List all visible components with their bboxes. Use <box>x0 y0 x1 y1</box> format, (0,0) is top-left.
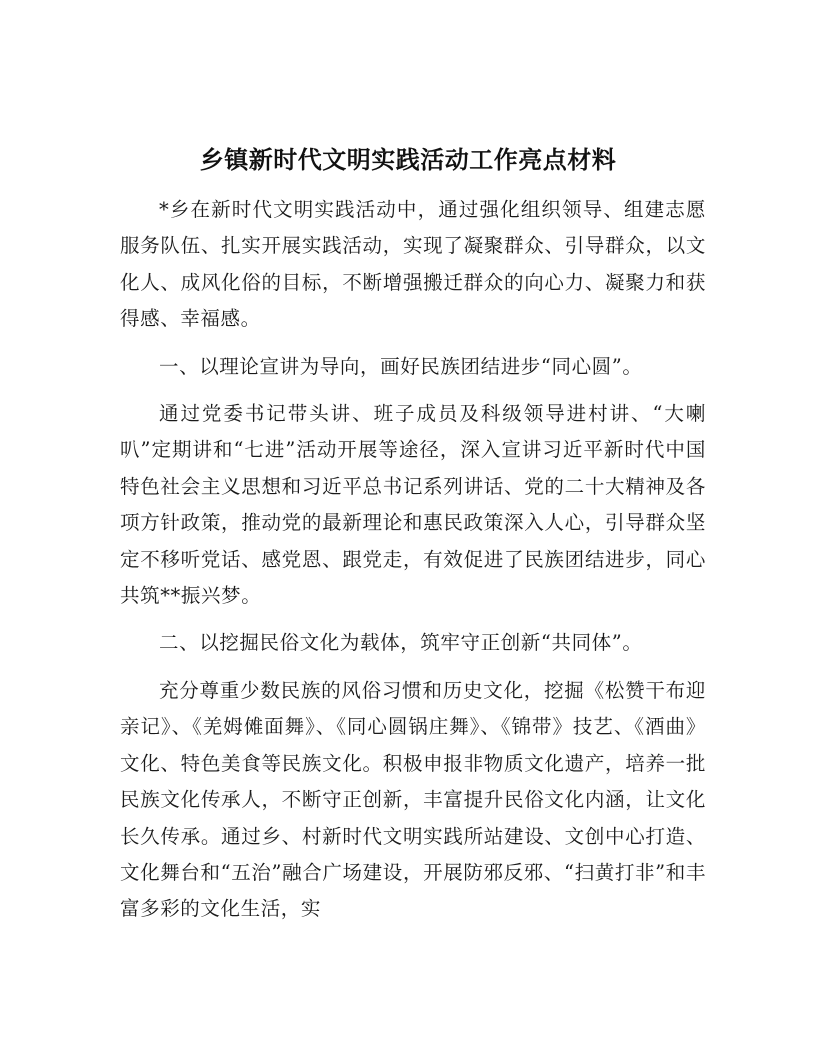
section-1-paragraph: 通过党委书记带头讲、班子成员及科级领导进村讲、“大喇叭”定期讲和“七进”活动开展等途径，深入宣讲习近平新时代中国特色社会主义思想和习近平总书记系列讲话、党的二十大精神及各项方针政策，推动党的最新理论和惠民政策深入人心，引导群众坚定不移听党话、感党恩、跟党走，有效促进了民族团结进步，同心共筑**振兴梦。 <box>120 402 706 608</box>
section-2-paragraph: 充分尊重少数民族的风俗习惯和历史文化，挖掘《松赞干布迎亲记》、《羌姆傩面舞》、《同心圆锅庄舞》、《锦带》技艺、《酒曲》文化、特色美食等民族文化。积极申报非物质文化遗产，培养一批民族文化传承人，不断守正创新，丰富提升民俗文化内涵，让文化长久传承。通过乡、村新时代文明实践所站建设、文创中心打造、文化舞台和“五治”融合广场建设，开展防邪反邪、“扫黄打非”和丰富多彩的文化生活，实 <box>120 678 706 921</box>
document-body <box>120 192 706 939</box>
document-title: 乡镇新时代文明实践活动工作亮点材料 <box>199 146 617 174</box>
section-heading-2: 二、以挖掘民俗文化为载体，筑牢守正创新“共同体”。 <box>159 631 643 655</box>
intro-paragraph: *乡在新时代文明实践活动中，通过强化组织领导、组建志愿服务队伍、扎实开展实践活动，实现了凝聚群众、引导群众，以文化人、成风化俗的目标，不断增强搬迁群众的向心力、凝聚力和获得感、幸福感。 <box>120 198 706 331</box>
section-heading-1: 一、以理论宣讲为导向，画好民族团结进步“同心圆”。 <box>159 354 643 378</box>
